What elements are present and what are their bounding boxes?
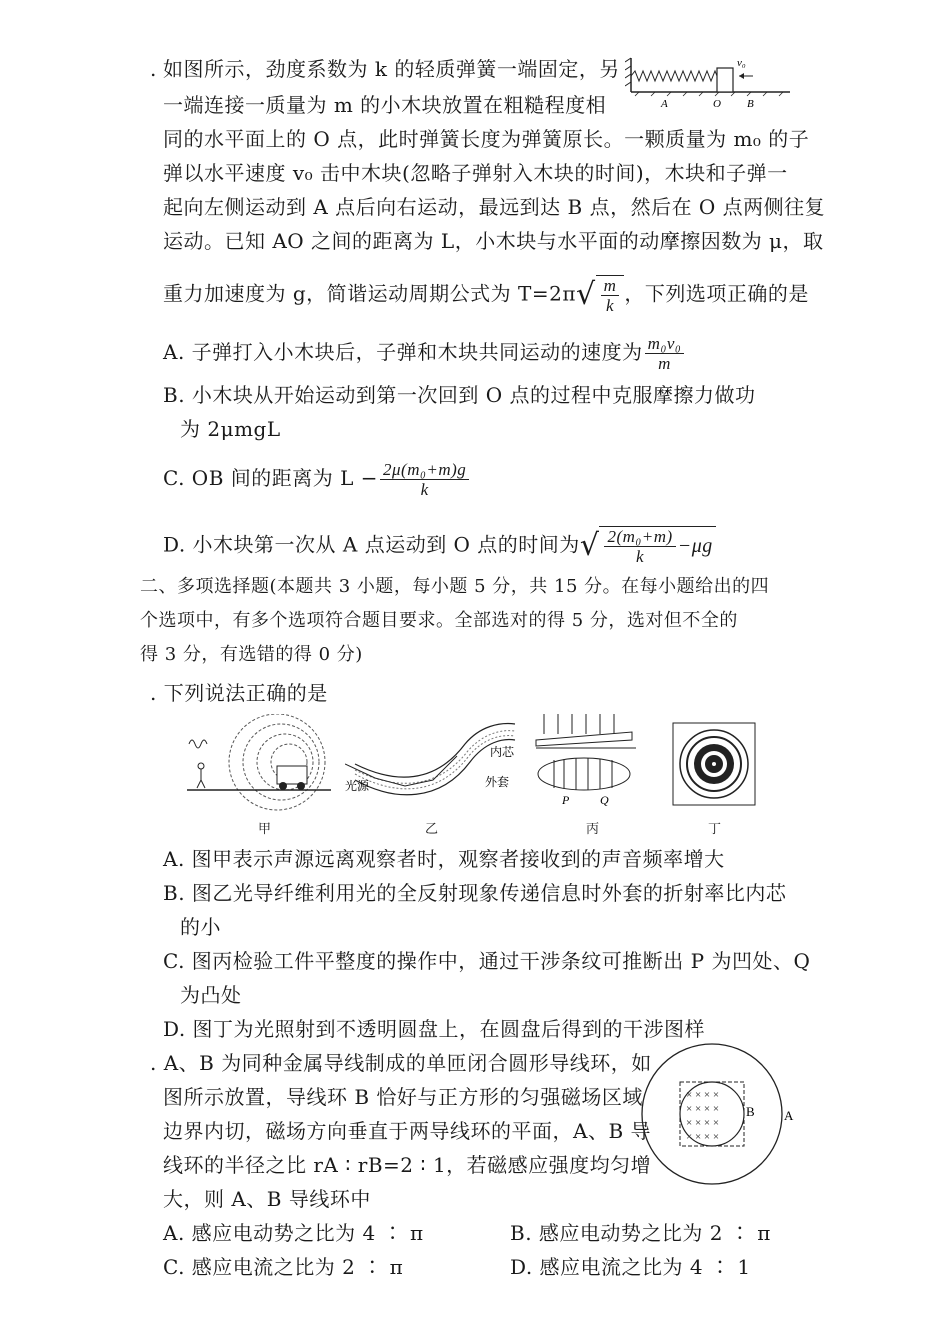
svg-text:× × × ×: × × × × (686, 1131, 720, 1143)
period-sqrt: √ $\frac{m}{k}$ (576, 275, 624, 315)
q-multi2-stem-line2: 图所示放置，导线环 B 恰好与正方形的匀强磁场区域 (163, 1085, 643, 1109)
option-c-text: C. OB 间的距离为 L − (163, 466, 379, 490)
q-single-stem-line1: 如图所示，劲度系数为 k 的轻质弹簧一端固定，另 (163, 57, 620, 81)
option-d-numerator: 2(m₀+m) (604, 527, 675, 547)
q-multi1-option-a[interactable]: A. 图甲表示声源远离观察者时，观察者接收到的声音频率增大 (163, 847, 725, 871)
ring-b-label: B (746, 1104, 755, 1119)
wood-block (717, 68, 733, 92)
ring-a-label: A (784, 1108, 794, 1123)
section2-heading-line2: 个选项中，有多个选项符合题目要求。全部选对的得 5 分，选对但不全的 (140, 610, 738, 631)
q-multi2-option-c[interactable]: C. 感应电流之比为 2 ∶ π (163, 1255, 404, 1279)
fiber-source-label: 光源 (345, 779, 370, 793)
figure-jia-doppler (185, 714, 335, 814)
q-multi2-stem-line4: 线环的半径之比 rA ∶ rB=2 ∶ 1，若磁感应强度均匀增 (163, 1153, 652, 1177)
caption-yi: 乙 (425, 822, 439, 837)
fiber-core-label: 内芯 (490, 745, 515, 759)
figure-ding-diffraction (672, 722, 756, 806)
q-single-stem-line7 (163, 275, 809, 315)
option-d-denominator: k (636, 547, 645, 566)
option-d-tail: −μg (677, 535, 713, 557)
period-formula-suffix: ，下列选项正确的是 (624, 281, 809, 306)
option-c-denominator: k (420, 480, 429, 499)
q-single-option-b[interactable]: B. 小木块从开始运动到第一次回到 O 点的过程中克服摩擦力做功 (163, 383, 756, 407)
q-multi1-option-b-line2: 的小 (180, 915, 221, 939)
period-formula-prefix: 重力加速度为 g，简谐运动周期公式为 T=2π (163, 281, 576, 306)
q-multi2-stem-line3: 边界内切，磁场方向垂直于两导线环的平面，A、B 导 (163, 1119, 651, 1143)
point-b-label: B (747, 98, 754, 108)
svg-text:× × × ×: × × × × (686, 1103, 720, 1115)
q-single-option-d[interactable]: D. 小木块第一次从 A 点运动到 O 点的时间为√ $\frac{\text{2(m₀+m)}}{k}$ −μg (163, 526, 716, 566)
q-multi1-option-d[interactable]: D. 图丁为光照射到不透明圆盘上，在圆盘后得到的干涉图样 (163, 1017, 706, 1041)
ambulance-icon (277, 766, 307, 784)
q-single-option-a[interactable] (163, 334, 686, 373)
option-a-numerator: m₀v₀ (645, 334, 685, 354)
option-d-text: D. 小木块第一次从 A 点运动到 O 点的时间为 (163, 532, 580, 557)
point-a-label: A (661, 98, 668, 108)
option-a-denominator: m (658, 354, 671, 373)
figure-bing-interference (532, 712, 642, 812)
interference-q-label: Q (600, 793, 609, 807)
caption-jia: 甲 (258, 822, 272, 837)
v0-label: v₀ (737, 57, 746, 69)
q-multi1-option-c[interactable]: C. 图丙检验工件平整度的操作中，通过干涉条纹可推断出 P 为凹处、Q (163, 949, 811, 973)
interference-p-label: P (562, 793, 570, 807)
svg-text:× × × ×: × × × × (686, 1089, 720, 1101)
q-multi2-stem-line1: . A、B 为同种金属导线制成的单匝闭合圆形导线环，如 (150, 1051, 652, 1075)
option-c-numerator: 2μ(m₀+m)g (380, 460, 469, 480)
question-number-mark: . (150, 57, 157, 81)
q-multi2-option-a[interactable]: A. 感应电动势之比为 4 ∶ π (163, 1221, 424, 1245)
q-multi1-stem: . 下列说法正确的是 (150, 681, 328, 705)
q-multi1-option-b[interactable]: B. 图乙光导纤维利用光的全反射现象传递信息时外套的折射率比内芯 (163, 881, 787, 905)
q-multi1-option-c-line2: 为凸处 (180, 983, 242, 1007)
option-a-text: A. 子弹打入小木块后，子弹和木块共同运动的速度为 (163, 340, 643, 364)
q-single-stem-line2: 一端连接一质量为 m 的小木块放置在粗糙程度相 (163, 93, 607, 117)
section2-heading-line3: 得 3 分，有选错的得 0 分) (140, 644, 363, 665)
period-numerator: m (601, 276, 620, 296)
q-single-option-c[interactable] (163, 460, 471, 499)
caption-ding: 丁 (708, 822, 722, 837)
point-o-label: O (713, 98, 721, 108)
q-single-stem-line4: 弹以水平速度 v₀ 击中木块(忽略子弹射入木块的时间)，木块和子弹一 (163, 161, 788, 185)
q-single-option-b-line2: 为 2μmgL (180, 417, 281, 441)
q-multi2-option-d[interactable]: D. 感应电流之比为 4 ∶ 1 (510, 1255, 751, 1279)
observer-icon (198, 763, 204, 769)
svg-text:× × × ×: × × × × (686, 1117, 720, 1129)
sound-wave-icon (189, 740, 207, 748)
period-denominator: k (605, 296, 615, 315)
q-multi2-stem-line5: 大，则 A、B 导线环中 (163, 1187, 371, 1211)
q-single-stem-line6: 运动。已知 AO 之间的距离为 L，小木块与水平面的动摩擦因数为 μ，取 (163, 229, 824, 253)
q-single-stem-line5: 起向左侧运动到 A 点后向右运动，最远到达 B 点，然后在 O 点两侧往复 (163, 195, 826, 219)
section2-heading-line1: 二、多项选择题(本题共 3 小题，每小题 5 分，共 15 分。在每小题给出的四 (140, 576, 770, 597)
spring-block-figure (625, 52, 795, 108)
figure-wire-rings (640, 1040, 800, 1200)
caption-bing: 丙 (586, 822, 600, 837)
q-single-stem-line3: 同的水平面上的 O 点，此时弹簧长度为弹簧原长。一颗质量为 m₀ 的子 (163, 127, 810, 151)
figure-yi-optical-fiber (345, 714, 520, 814)
q-multi2-option-b[interactable]: B. 感应电动势之比为 2 ∶ π (510, 1221, 771, 1245)
fiber-cladding-label: 外套 (485, 775, 510, 789)
